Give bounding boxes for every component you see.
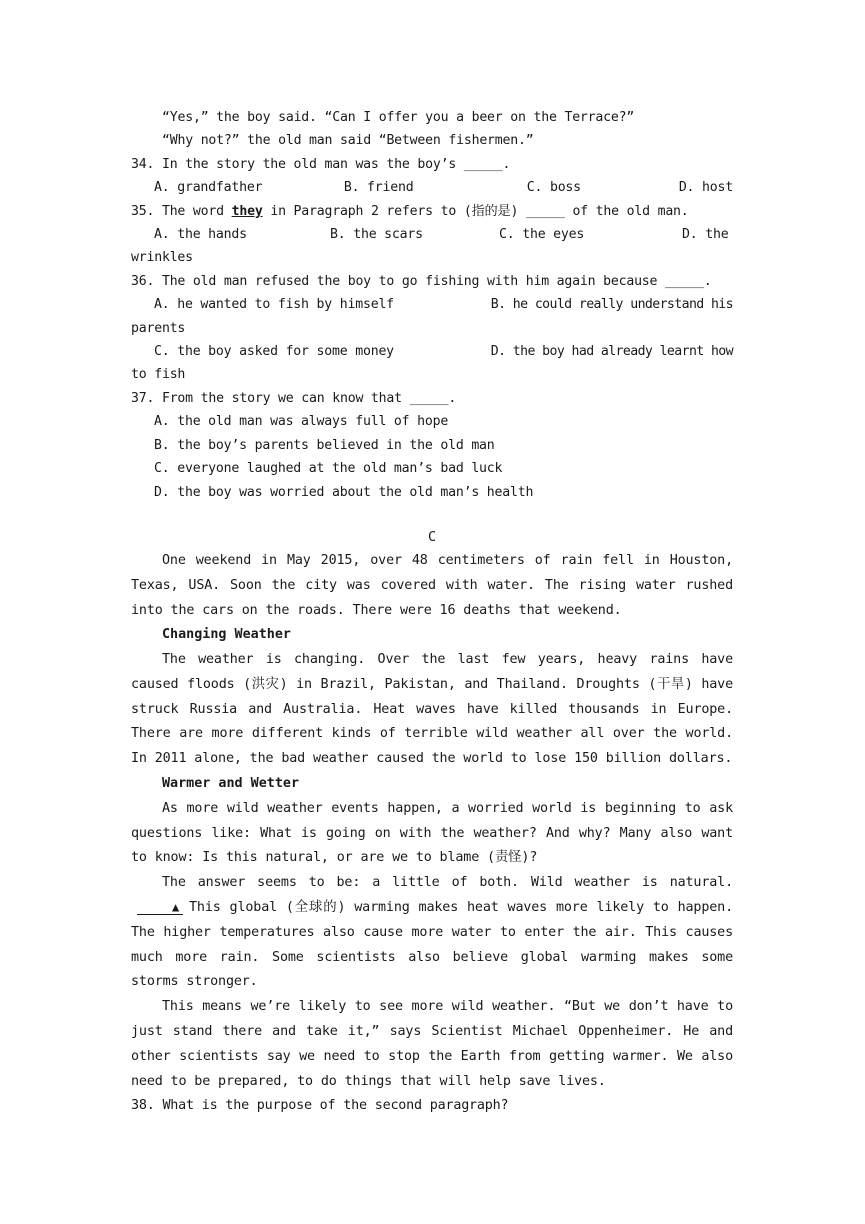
section-letter: C — [427, 529, 437, 545]
option-b[interactable]: B. friend — [343, 180, 414, 196]
document-page — [131, 106, 733, 1119]
option-d-continued: wrinkles — [131, 250, 193, 266]
question-35-options — [131, 223, 733, 246]
option-c[interactable]: C. boss — [526, 180, 581, 196]
section-heading-changing-weather: Changing Weather — [162, 627, 291, 643]
question-36: 36. The old man refused the boy to go fishing with him again because _____. — [131, 273, 712, 289]
passage-paragraph-2: The weather is changing. Over the last few years, heavy rains have caused floods (洪灾) in Brazil, Pakistan, and Thailand. Droughts (干旱) have struck Russia and Australia. Heat waves have killed thousands in Europe. There are more different kinds of terrible wild weather all over the world. In 2011 alone, the bad weather caused the world to lose 150 billion dollars. — [131, 652, 733, 767]
option-d[interactable]: D. host — [678, 180, 733, 196]
question-34: 34. In the story the old man was the boy’s _____. — [131, 156, 511, 172]
question-35: 35. The word they in Paragraph 2 refers to (指的是) _____ of the old man. — [131, 203, 689, 219]
option-c[interactable]: C. everyone laughed at the old man’s bad luck — [154, 461, 503, 477]
underlined-word: they — [231, 203, 263, 219]
question-36-options-cd — [131, 340, 733, 363]
option-c[interactable]: C. the boy asked for some money — [154, 344, 394, 360]
question-38: 38. What is the purpose of the second paragraph? — [131, 1098, 509, 1114]
option-d[interactable]: D. the boy had already learnt how — [490, 344, 733, 360]
passage-paragraph-3: As more wild weather events happen, a worried world is beginning to ask questions like: What is going on with the weather? And why? Many also want to know: Is this natural, or are we to blame (责怪)? — [131, 800, 733, 866]
question-34-options — [131, 176, 733, 199]
option-d[interactable]: D. the — [682, 227, 729, 243]
option-b-continued: parents — [131, 320, 186, 336]
option-b[interactable]: B. the scars — [330, 227, 423, 243]
option-a[interactable]: A. he wanted to fish by himself — [154, 297, 394, 313]
option-c[interactable]: C. the eyes — [499, 227, 585, 243]
passage-paragraph-1: One weekend in May 2015, over 48 centimeters of rain fell in Houston, Texas, USA. Soon the city was covered with water. The rising water rushed into the cars on the roads. There were 16 deaths that weekend. — [131, 552, 733, 618]
option-d-continued: to fish — [131, 367, 186, 383]
option-a[interactable]: A. the hands — [154, 227, 247, 243]
passage-paragraph-5: This means we’re likely to see more wild weather. “But we don’t have to just stand there and take it,” says Scientist Michael Oppenheimer. He and other scientists say we need to stop the Earth from getting warmer. We also need to be prepared, to do things that will help save lives. — [131, 999, 733, 1089]
question-37: 37. From the story we can know that _____. — [131, 390, 457, 406]
option-b[interactable]: B. he could really understand his — [490, 297, 733, 313]
option-a[interactable]: A. grandfather — [154, 180, 263, 196]
option-d[interactable]: D. the boy was worried about the old man’s health — [154, 484, 534, 500]
passage-paragraph-4: The answer seems to be: a little of both. Wild weather is natural.▲ This global (全球的) warming makes heat waves more likely to happen. The higher temperatures also cause more water to enter the air. This causes much more rain. Some scientists also believe global warming makes some storms stronger. — [131, 875, 733, 990]
option-a[interactable]: A. the old man was always full of hope — [154, 414, 449, 430]
question-36-options-ab — [131, 293, 733, 316]
dialogue-line-1: “Yes,” the boy said. “Can I offer you a beer on the Terrace?” — [162, 110, 635, 125]
option-b[interactable]: B. the boy’s parents believed in the old man — [154, 437, 495, 453]
dialogue-line-2: “Why not?” the old man said “Between fishermen.” — [162, 133, 534, 149]
section-heading-warmer-wetter: Warmer and Wetter — [162, 776, 300, 792]
blank-triangle-marker[interactable]: ▲ — [137, 900, 183, 915]
